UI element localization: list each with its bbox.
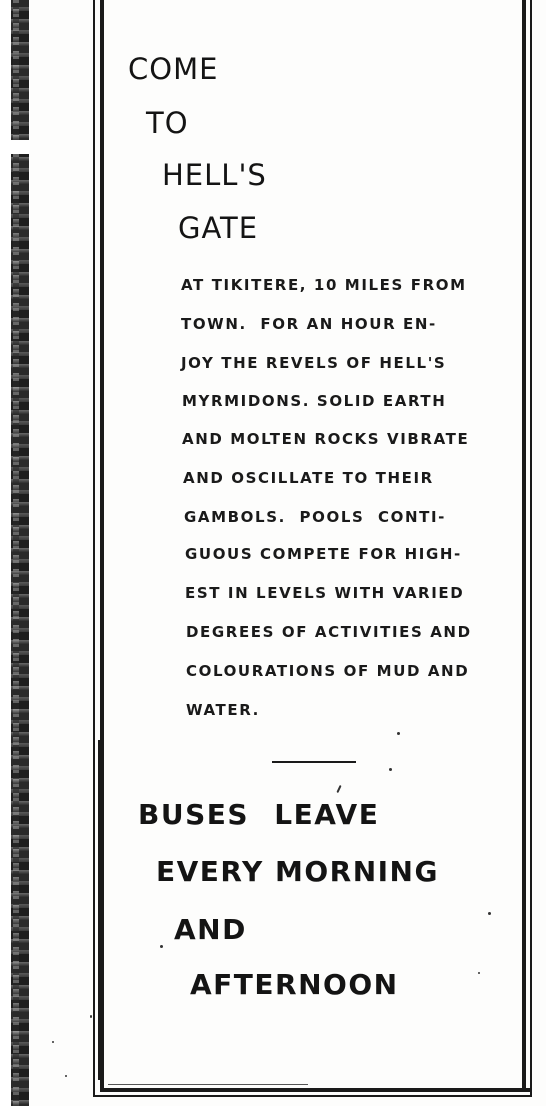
print-speck [478, 972, 480, 974]
headline-come: COME [128, 52, 219, 86]
headline-gate: GATE [178, 211, 259, 245]
print-speck [488, 912, 491, 915]
section-divider [272, 761, 356, 763]
body-line: AND OSCILLATE TO THEIR [183, 469, 434, 487]
print-speck [336, 785, 341, 793]
print-speck [397, 732, 400, 735]
left-outer-rule [93, 0, 95, 1097]
bottom-outer-rule [93, 1095, 532, 1097]
body-line: TOWN. FOR AN HOUR EN- [181, 315, 437, 333]
body-line: JOY THE REVELS OF HELL'S [181, 354, 447, 372]
headline-hells: HELL'S [162, 158, 267, 192]
bottom-inner-rule [100, 1088, 530, 1092]
left-extra-rule [98, 740, 100, 1080]
body-line: WATER. [186, 701, 260, 719]
body-line: COLOURATIONS OF MUD AND [186, 662, 470, 680]
print-speck [389, 768, 392, 771]
print-speck [90, 1015, 92, 1018]
print-speck [52, 1041, 54, 1043]
body-line: AT TIKITERE, 10 MILES FROM [181, 276, 467, 294]
body-line: EST IN LEVELS WITH VARIED [185, 584, 465, 602]
edge-gap [11, 140, 29, 154]
footer-buses-leave: BUSES LEAVE [138, 798, 380, 831]
headline-to: TO [146, 106, 189, 140]
bottom-hairline-rule [108, 1084, 308, 1085]
right-inner-rule [522, 0, 526, 1092]
print-speck [160, 945, 163, 948]
edge-texture-highlight [13, 0, 19, 1106]
body-line: AND MOLTEN ROCKS VIBRATE [182, 430, 470, 448]
scanned-edge-strip [0, 0, 30, 1106]
right-outer-rule [530, 0, 532, 1097]
print-speck [65, 1075, 67, 1077]
body-line: MYRMIDONS. SOLID EARTH [182, 392, 447, 410]
footer-every-morning: EVERY MORNING [156, 855, 439, 888]
body-line: DEGREES OF ACTIVITIES AND [186, 623, 472, 641]
footer-afternoon: AFTERNOON [190, 968, 399, 1001]
footer-and: AND [174, 913, 247, 946]
body-line: GAMBOLS. POOLS CONTI- [184, 508, 446, 526]
body-line: GUOUS COMPETE FOR HIGH- [185, 545, 462, 563]
left-inner-rule [100, 0, 104, 1092]
